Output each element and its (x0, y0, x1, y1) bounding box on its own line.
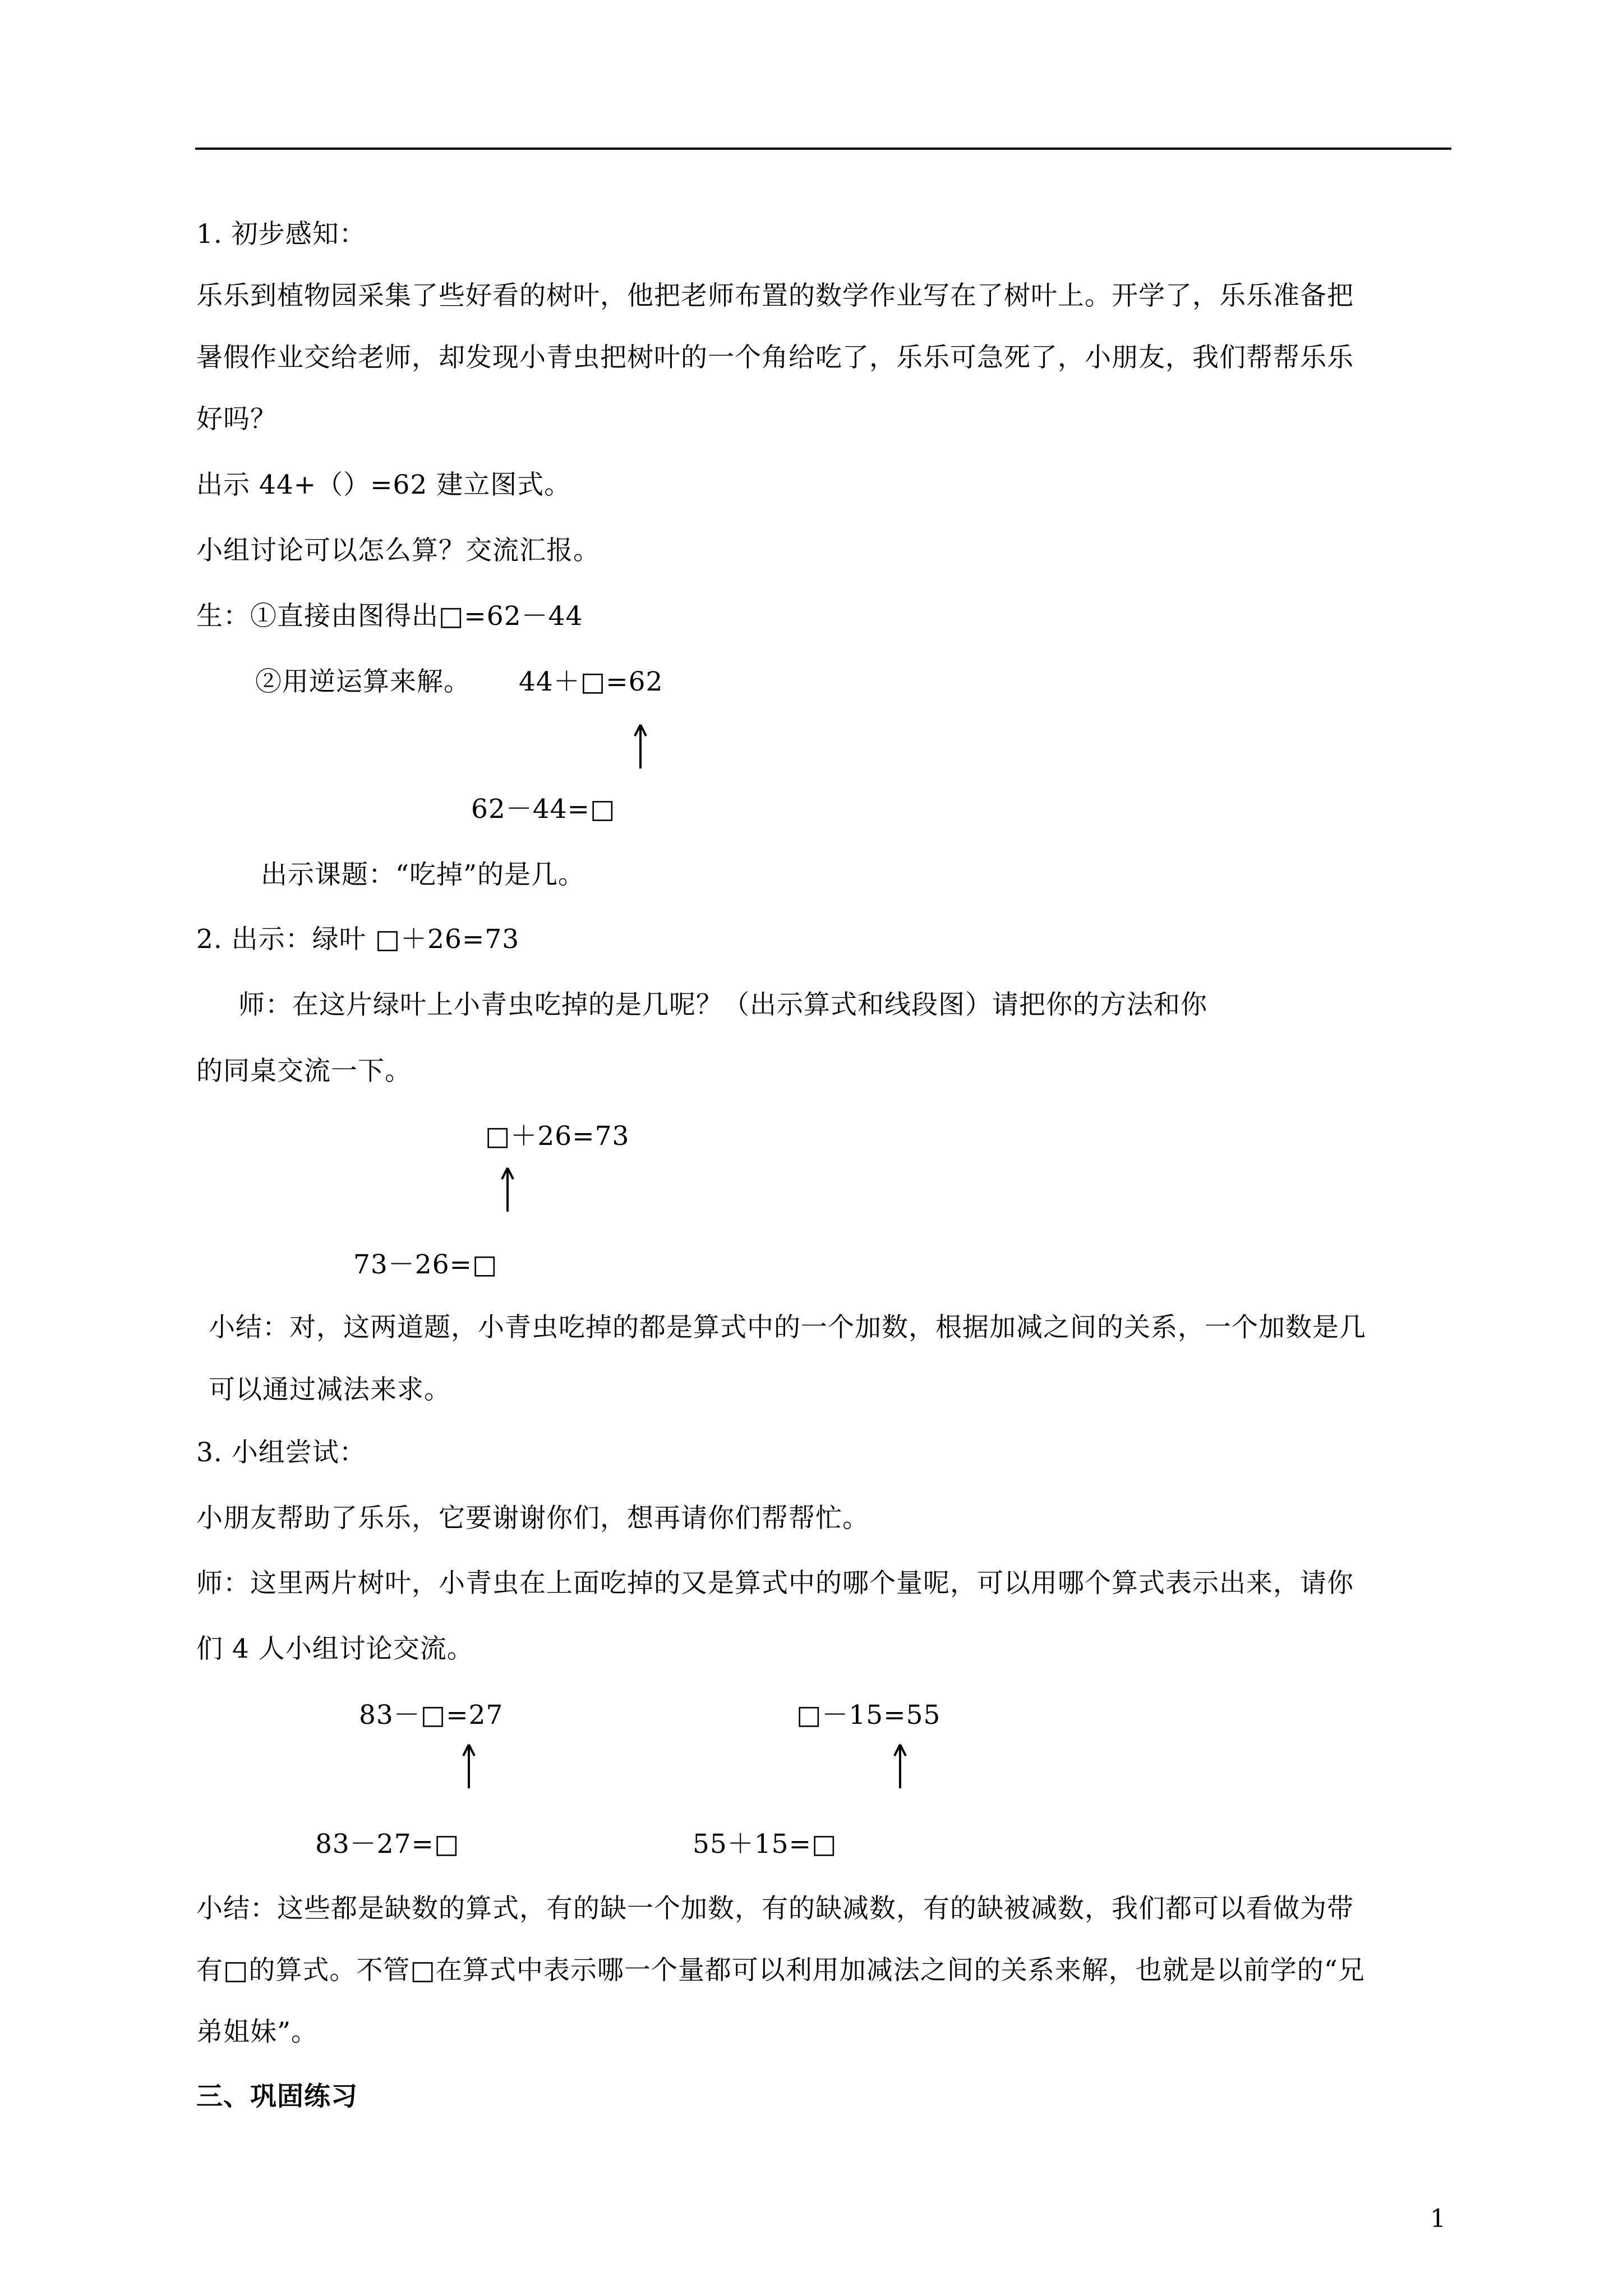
paragraph-line: 的同桌交流一下。 (196, 1056, 412, 1087)
paragraph-line: 好吗？ (196, 404, 277, 435)
up-arrow-icon (466, 1745, 472, 1789)
paragraph-line: 们 4 人小组讨论交流。 (196, 1634, 474, 1664)
summary-line: 可以通过减法来求。 (209, 1374, 451, 1405)
paragraph-line: ②用逆运算来解。 (255, 666, 471, 697)
summary-line: 小结：这些都是缺数的算式，有的缺一个加数，有的缺减数，有的缺被减数，我们都可以看做为带 (196, 1893, 1354, 1924)
paragraph-line: 小组讨论可以怎么算？交流汇报。 (196, 535, 600, 566)
section-1-heading: 1. 初步感知： (196, 219, 366, 250)
paragraph-line: 小朋友帮助了乐乐，它要谢谢你们，想再请你们帮帮忙。 (196, 1503, 869, 1534)
paragraph-line: 出示课题：“吃掉”的是几。 (261, 859, 585, 890)
section-3-heading: 3. 小组尝试： (196, 1437, 366, 1468)
paragraph-line: 生：①直接由图得出□=62－44 (196, 601, 583, 632)
section-heading-practice: 三、巩固练习 (196, 2081, 358, 2112)
equation: 62－44=□ (471, 794, 616, 825)
paragraph-line: 出示 44+（）=62 建立图式。 (196, 470, 571, 500)
up-arrow-icon (638, 725, 643, 770)
page-number: 1 (1430, 2205, 1446, 2233)
equation: 83－□=27 (359, 1700, 504, 1731)
summary-line: 小结：对，这两道题，小青虫吃掉的都是算式中的一个加数，根据加减之间的关系，一个加数是几 (209, 1312, 1366, 1343)
paragraph-line: 乐乐到植物园采集了些好看的树叶，他把老师布置的数学作业写在了树叶上。开学了，乐乐准备把 (196, 280, 1354, 311)
equation: 55＋15=□ (693, 1829, 837, 1860)
summary-line: 有□的算式。不管□在算式中表示哪一个量都可以利用加减法之间的关系来解，也就是以前学的“兄 (196, 1955, 1365, 1986)
up-arrow-icon (897, 1745, 903, 1789)
paragraph-line: 师：在这片绿叶上小青虫吃掉的是几呢？（出示算式和线段图）请把你的方法和你 (238, 990, 1207, 1020)
paragraph-line: 师：这里两片树叶，小青虫在上面吃掉的又是算式中的哪个量呢，可以用哪个算式表示出来，请你 (196, 1568, 1354, 1599)
paragraph-line: 暑假作业交给老师，却发现小青虫把树叶的一个角给吃了，乐乐可急死了，小朋友，我们帮帮乐乐 (196, 342, 1354, 373)
section-2-heading: 2. 出示：绿叶 □＋26=73 (196, 924, 520, 955)
equation: □－15=55 (796, 1700, 941, 1731)
summary-line: 弟姐妹”。 (196, 2017, 319, 2047)
equation: □＋26=73 (485, 1121, 630, 1152)
up-arrow-icon (505, 1168, 510, 1213)
header-rule (195, 148, 1451, 150)
equation: 44＋□=62 (519, 666, 663, 697)
equation: 83－27=□ (315, 1829, 460, 1860)
equation: 73－26=□ (353, 1249, 498, 1280)
